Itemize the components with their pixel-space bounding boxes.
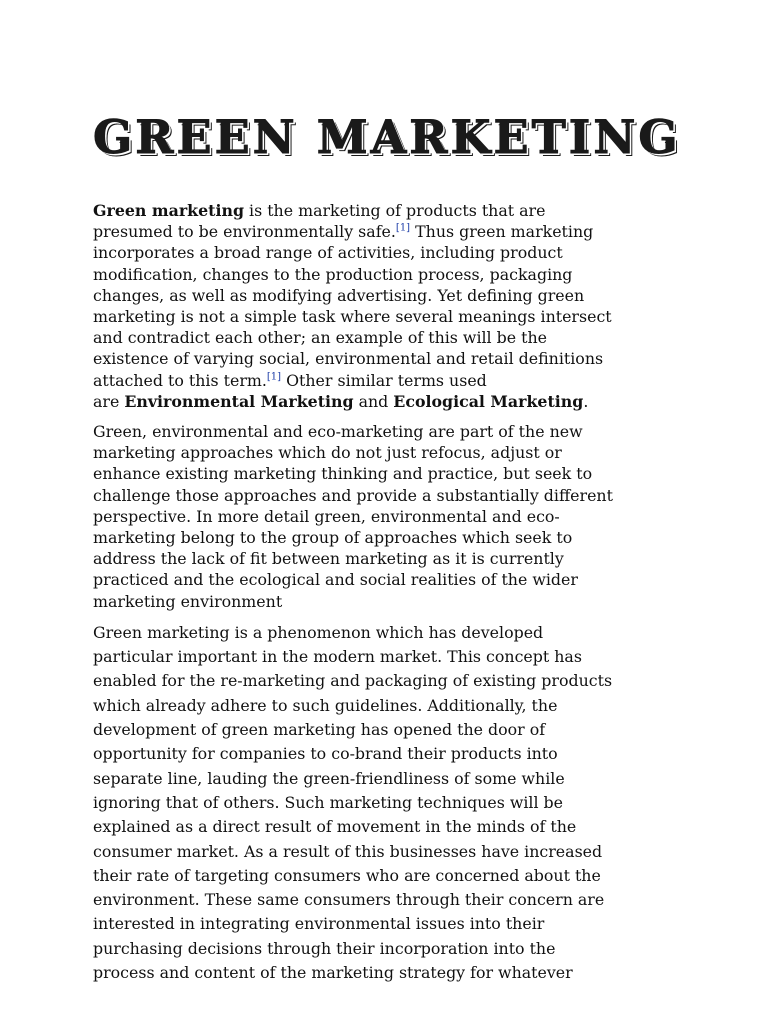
text-line: existence of varying social, environmental and retail definitions: [93, 349, 604, 369]
text-line: interested in integrating environmental issues into their: [93, 914, 545, 934]
text-span: and: [353, 391, 394, 411]
text-line: [93, 221, 673, 242]
text-span: attached to this term.: [93, 370, 267, 390]
text-line: marketing approaches which do not just refocus, adjust or: [93, 443, 562, 463]
text-line: address the lack of fit between marketing as it is currently: [93, 549, 564, 569]
text-line: consumer market. As a result of this businesses have increased: [93, 841, 603, 861]
text-line: incorporates a broad range of activities, including product: [93, 243, 563, 263]
text-line: marketing belong to the group of approaches which seek to: [93, 528, 573, 548]
text-line: environment. These same consumers through their concern are: [93, 890, 605, 910]
text-line: marketing is not a simple task where several meanings intersect: [93, 307, 612, 327]
text-line: challenge those approaches and provide a substantially different: [93, 485, 613, 505]
citation-link[interactable]: [1]: [395, 222, 411, 234]
text-line: their rate of targeting consumers who are concerned about the: [93, 865, 601, 885]
text-line: Green, environmental and eco-marketing are part of the new: [93, 422, 583, 442]
text-line: ignoring that of others. Such marketing techniques will be: [93, 792, 564, 812]
text-line: explained as a direct result of movement in the minds of the: [93, 817, 577, 837]
citation-link[interactable]: [1]: [266, 371, 282, 383]
text-line: process and content of the marketing strategy for whatever: [93, 963, 573, 983]
text-line: opportunity for companies to co-brand their products into: [93, 744, 558, 764]
text-line: [93, 200, 673, 221]
text-span: presumed to be environmentally safe.: [93, 222, 396, 242]
text-line: separate line, lauding the green-friendliness of some while: [93, 768, 565, 788]
text-line: Green marketing is a phenomenon which has developed: [93, 622, 544, 642]
text-line: marketing environment: [93, 591, 283, 611]
text-line: [93, 391, 673, 412]
paragraph-approaches: [93, 421, 673, 612]
text-line: practiced and the ecological and social realities of the wider: [93, 570, 578, 590]
text-span: are: [93, 391, 125, 411]
text-line: and contradict each other; an example of this will be the: [93, 328, 547, 348]
text-line: perspective. In more detail green, environmental and eco-: [93, 506, 560, 526]
bold-term: Green marketing: [93, 201, 244, 220]
text-line: modification, changes to the production process, packaging: [93, 264, 573, 284]
text-line: purchasing decisions through their incorporation into the: [93, 938, 556, 958]
text-line: development of green marketing has opened the door of: [93, 720, 546, 740]
text-line: [93, 370, 673, 391]
text-line: enhance existing marketing thinking and practice, but seek to: [93, 464, 593, 484]
paragraph-definition: [93, 200, 673, 412]
text-line: which already adhere to such guidelines. Additionally, the: [93, 695, 558, 715]
text-span: Thus green marketing: [410, 222, 594, 242]
text-line: particular important in the modern market. This concept has: [93, 647, 582, 667]
text-line: changes, as well as modifying advertising. Yet defining green: [93, 285, 585, 305]
text-span: is the marketing of products that are: [244, 201, 546, 220]
bold-term: Environmental Marketing: [124, 391, 354, 411]
paragraph-phenomenon: [93, 621, 673, 985]
text-span: Other similar terms used: [281, 370, 487, 390]
text-line: enabled for the re-marketing and packaging of existing products: [93, 671, 613, 691]
document-page: [93, 0, 681, 985]
page-title: GREEN MARKETING: [93, 110, 681, 164]
text-span: .: [583, 391, 589, 411]
bold-term: Ecological Marketing: [393, 391, 584, 411]
